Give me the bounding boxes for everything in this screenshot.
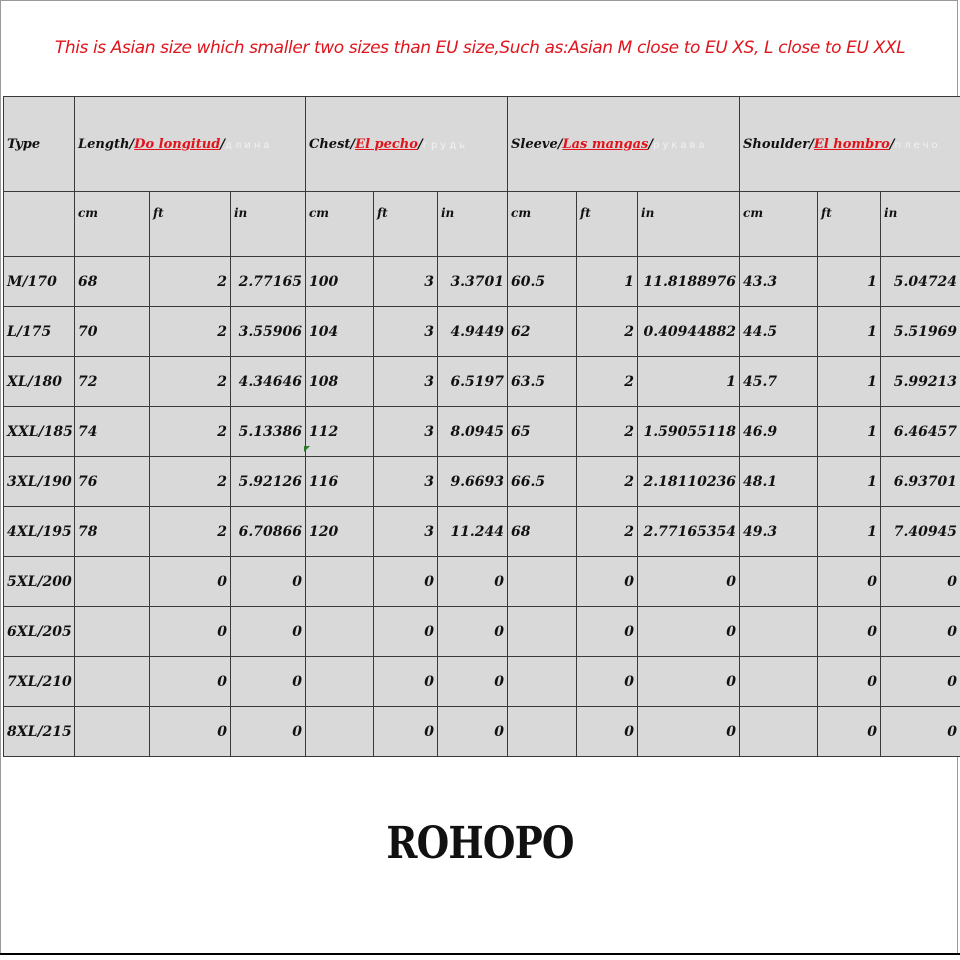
unit-cell: in <box>438 192 508 257</box>
value-cell: 2 <box>150 507 231 557</box>
size-label-cell: L/175 <box>4 307 75 357</box>
value-cell: 76 <box>75 457 150 507</box>
length-header: Length/Do longitud/длина <box>75 97 306 192</box>
value-cell: 3 <box>374 457 438 507</box>
value-cell: 5.04724 <box>881 257 960 307</box>
table-row <box>4 457 960 507</box>
value-cell: 0 <box>438 607 508 657</box>
value-cell: 6.46457 <box>881 407 960 457</box>
value-cell: 0 <box>818 557 881 607</box>
size-notice: This is Asian size which smaller two sizes than EU size,Such as:Asian M close to EU XS, L close to EU XXL <box>54 38 906 58</box>
value-cell <box>306 607 374 657</box>
value-cell: 0 <box>438 657 508 707</box>
value-cell: 72 <box>75 357 150 407</box>
value-cell: 11.244 <box>438 507 508 557</box>
value-cell: 78 <box>75 507 150 557</box>
value-cell <box>740 607 818 657</box>
value-cell: 3 <box>374 357 438 407</box>
unit-cell: ft <box>374 192 438 257</box>
unit-cell: in <box>881 192 960 257</box>
value-cell: 1.59055118 <box>638 407 740 457</box>
unit-cell: cm <box>75 192 150 257</box>
table-row <box>4 257 960 307</box>
table-row <box>4 707 960 757</box>
value-cell: 4.34646 <box>231 357 306 407</box>
value-cell: 4.9449 <box>438 307 508 357</box>
size-label-cell: M/170 <box>4 257 75 307</box>
value-cell: 0 <box>374 707 438 757</box>
value-cell: 104 <box>306 307 374 357</box>
value-cell <box>306 557 374 607</box>
value-cell: 74 <box>75 407 150 457</box>
value-cell: 0 <box>881 607 960 657</box>
value-cell: 68 <box>75 257 150 307</box>
unit-cell: ft <box>150 192 231 257</box>
value-cell: 0 <box>881 657 960 707</box>
brand-logo: ROHOPO <box>386 818 574 869</box>
value-cell: 0 <box>374 557 438 607</box>
value-cell: 3 <box>374 257 438 307</box>
value-cell: 120 <box>306 507 374 557</box>
value-cell <box>306 707 374 757</box>
value-cell: 0 <box>638 707 740 757</box>
value-cell: 2 <box>150 407 231 457</box>
value-cell: 5.51969 <box>881 307 960 357</box>
header-row <box>4 97 960 192</box>
value-cell: 0 <box>231 557 306 607</box>
value-cell: 0 <box>150 557 231 607</box>
value-cell <box>75 557 150 607</box>
value-cell <box>740 557 818 607</box>
table-row <box>4 657 960 707</box>
table-row <box>4 507 960 557</box>
size-label-cell: 8XL/215 <box>4 707 75 757</box>
value-cell <box>75 657 150 707</box>
value-cell: 49.3 <box>740 507 818 557</box>
value-cell: 46.9 <box>740 407 818 457</box>
value-cell: 5.92126 <box>231 457 306 507</box>
value-cell: 2 <box>150 257 231 307</box>
value-cell: 60.5 <box>508 257 577 307</box>
value-cell: 116 <box>306 457 374 507</box>
value-cell <box>508 657 577 707</box>
table-row <box>4 607 960 657</box>
value-cell: 9.6693 <box>438 457 508 507</box>
units-blank <box>4 192 75 257</box>
table-row <box>4 407 960 457</box>
size-label-cell: 6XL/205 <box>4 607 75 657</box>
value-cell: 2.77165354 <box>638 507 740 557</box>
value-cell: 62 <box>508 307 577 357</box>
value-cell: 0 <box>577 657 638 707</box>
table-row <box>4 557 960 607</box>
value-cell: 0 <box>818 607 881 657</box>
value-cell: 48.1 <box>740 457 818 507</box>
value-cell <box>508 707 577 757</box>
value-cell: 1 <box>818 307 881 357</box>
size-chart-table <box>3 96 960 757</box>
value-cell: 0 <box>374 607 438 657</box>
value-cell: 112 <box>306 407 374 457</box>
value-cell: 0 <box>638 657 740 707</box>
value-cell: 70 <box>75 307 150 357</box>
chest-header: Chest/El pecho/грудь <box>306 97 508 192</box>
value-cell: 1 <box>818 257 881 307</box>
value-cell: 6.5197 <box>438 357 508 407</box>
value-cell: 6.70866 <box>231 507 306 557</box>
value-cell: 66.5 <box>508 457 577 507</box>
value-cell: 5.13386 <box>231 407 306 457</box>
type-header: Type <box>4 97 75 192</box>
value-cell: 44.5 <box>740 307 818 357</box>
value-cell <box>75 607 150 657</box>
value-cell: 68 <box>508 507 577 557</box>
value-cell: 65 <box>508 407 577 457</box>
size-label-cell: 3XL/190 <box>4 457 75 507</box>
value-cell <box>740 707 818 757</box>
value-cell: 3.55906 <box>231 307 306 357</box>
value-cell: 3 <box>374 507 438 557</box>
value-cell: 0 <box>818 707 881 757</box>
value-cell: 108 <box>306 357 374 407</box>
value-cell: 3.3701 <box>438 257 508 307</box>
value-cell <box>75 707 150 757</box>
value-cell <box>508 557 577 607</box>
value-cell: 11.8188976 <box>638 257 740 307</box>
value-cell: 45.7 <box>740 357 818 407</box>
value-cell: 0 <box>638 607 740 657</box>
value-cell: 0 <box>881 707 960 757</box>
size-label-cell: XL/180 <box>4 357 75 407</box>
value-cell: 0 <box>374 657 438 707</box>
value-cell: 0 <box>577 557 638 607</box>
unit-cell: cm <box>508 192 577 257</box>
unit-cell: in <box>638 192 740 257</box>
value-cell: 7.40945 <box>881 507 960 557</box>
value-cell: 0 <box>150 657 231 707</box>
value-cell: 0 <box>438 707 508 757</box>
value-cell: 0 <box>638 557 740 607</box>
value-cell: 2.77165 <box>231 257 306 307</box>
value-cell: 0.40944882 <box>638 307 740 357</box>
value-cell: 1 <box>818 407 881 457</box>
value-cell: 2.18110236 <box>638 457 740 507</box>
value-cell: 0 <box>818 657 881 707</box>
value-cell: 1 <box>577 257 638 307</box>
value-cell: 2 <box>577 357 638 407</box>
value-cell: 2 <box>577 307 638 357</box>
units-row <box>4 192 960 257</box>
value-cell: 0 <box>150 607 231 657</box>
value-cell: 6.93701 <box>881 457 960 507</box>
unit-cell: in <box>231 192 306 257</box>
value-cell: 5.99213 <box>881 357 960 407</box>
unit-cell: ft <box>818 192 881 257</box>
value-cell: 8.0945 <box>438 407 508 457</box>
value-cell: 0 <box>231 707 306 757</box>
unit-cell: cm <box>306 192 374 257</box>
value-cell: 1 <box>818 457 881 507</box>
value-cell: 0 <box>577 607 638 657</box>
value-cell: 2 <box>150 357 231 407</box>
value-cell: 100 <box>306 257 374 307</box>
value-cell <box>740 657 818 707</box>
value-cell: 43.3 <box>740 257 818 307</box>
shoulder-header: Shoulder/El hombro/плечо <box>740 97 960 192</box>
value-cell: 3 <box>374 407 438 457</box>
value-cell: 2 <box>150 307 231 357</box>
value-cell: 0 <box>150 707 231 757</box>
size-label-cell: 4XL/195 <box>4 507 75 557</box>
value-cell: 2 <box>577 457 638 507</box>
value-cell: 0 <box>577 707 638 757</box>
size-label-cell: 7XL/210 <box>4 657 75 707</box>
value-cell: 2 <box>577 407 638 457</box>
unit-cell: ft <box>577 192 638 257</box>
size-label-cell: 5XL/200 <box>4 557 75 607</box>
value-cell <box>508 607 577 657</box>
value-cell: 63.5 <box>508 357 577 407</box>
cell-comment-marker <box>304 446 310 452</box>
value-cell: 1 <box>818 357 881 407</box>
value-cell: 0 <box>231 607 306 657</box>
bottom-divider <box>0 953 960 955</box>
value-cell: 3 <box>374 307 438 357</box>
table-row <box>4 307 960 357</box>
sleeve-header: Sleeve/Las mangas/рукава <box>508 97 740 192</box>
value-cell: 0 <box>231 657 306 707</box>
value-cell: 0 <box>438 557 508 607</box>
unit-cell: cm <box>740 192 818 257</box>
size-label-cell: XXL/185 <box>4 407 75 457</box>
value-cell: 1 <box>818 507 881 557</box>
value-cell: 0 <box>881 557 960 607</box>
value-cell: 1 <box>638 357 740 407</box>
value-cell <box>306 657 374 707</box>
table-row <box>4 357 960 407</box>
value-cell: 2 <box>150 457 231 507</box>
value-cell: 2 <box>577 507 638 557</box>
